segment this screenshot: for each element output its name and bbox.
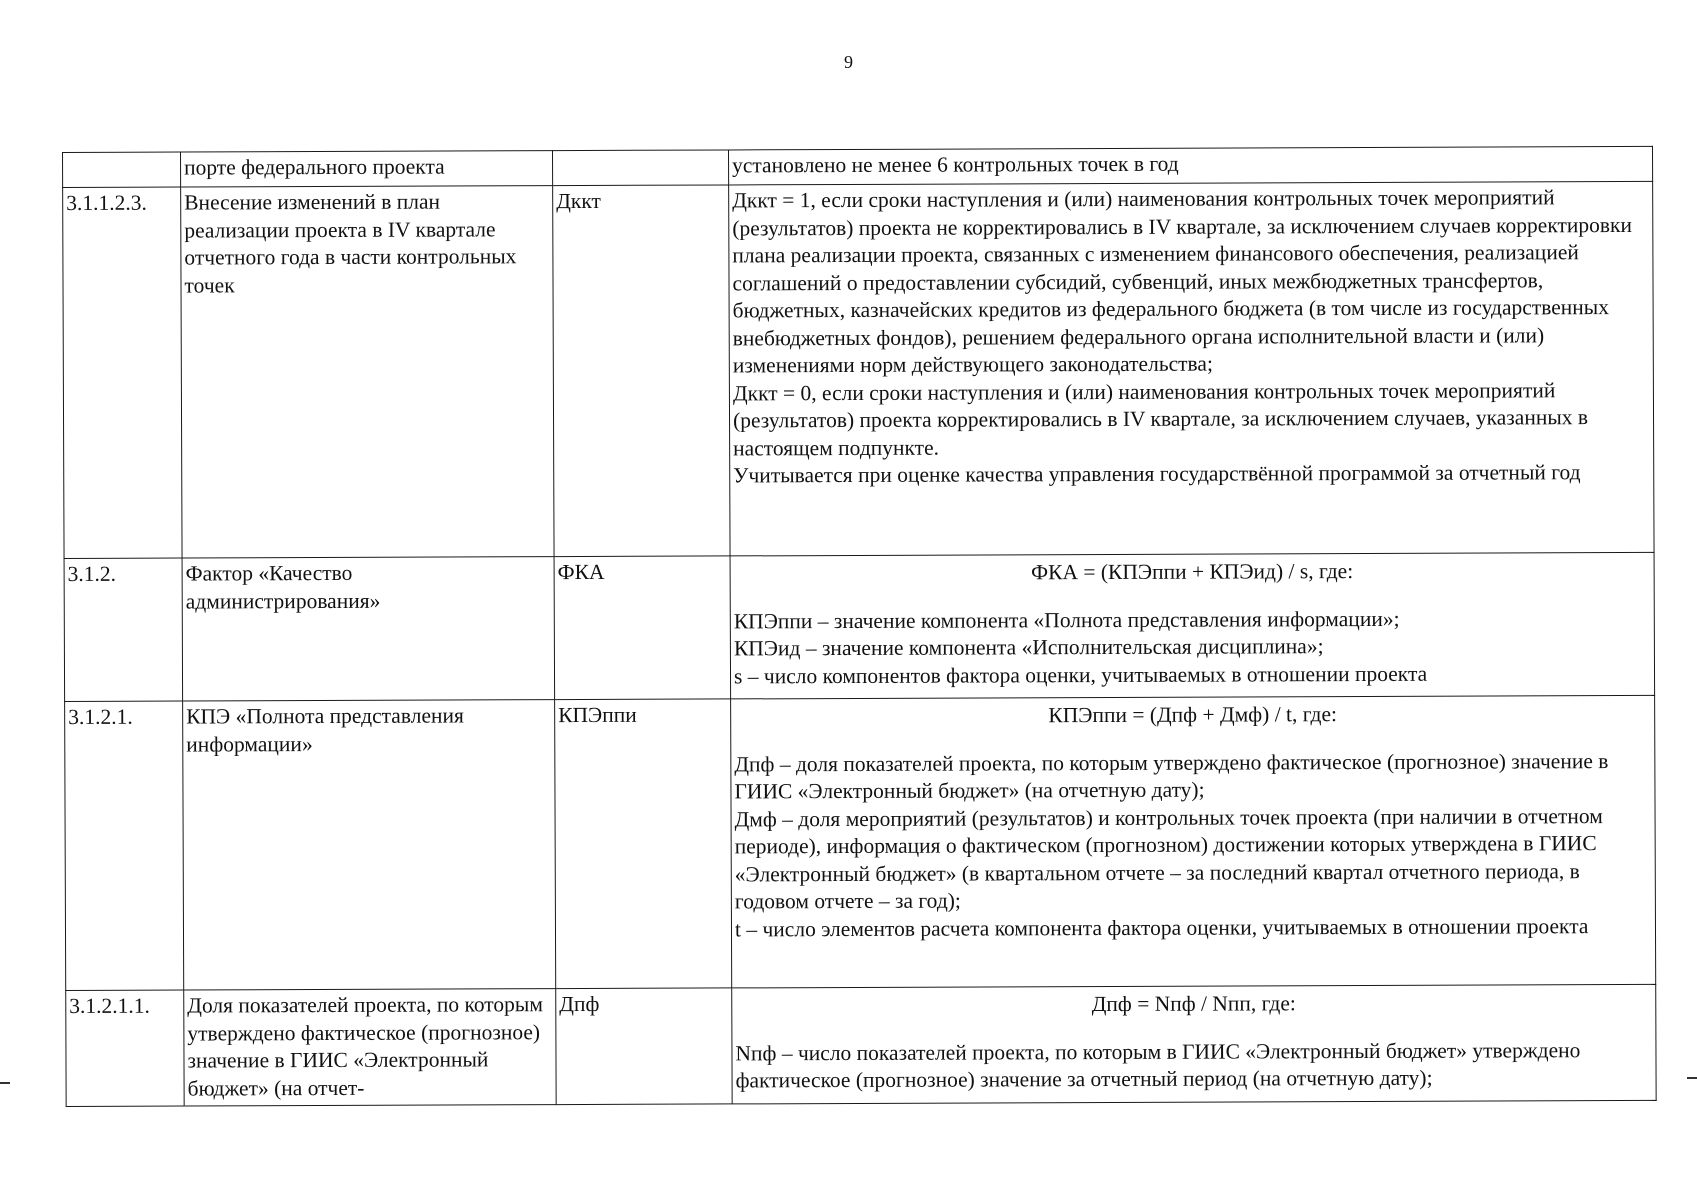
description-line: Учитывается при оценке качества управления государствённой программой за отчетный год — [733, 460, 1581, 488]
row-symbol-cell: ФКА — [554, 556, 731, 700]
row-description-cell — [729, 181, 1654, 556]
formula: ФКА = (КПЭппи + КПЭид) / s, где: — [1031, 559, 1354, 585]
description-line: Дпф – доля показателей проекта, по которым утверждено фактическое (прогнозное) значение в ГИИС «Электронный бюджет» (на отчетную дату); — [734, 748, 1609, 804]
description-line: Дмф – доля мероприятий (результатов) и контрольных точек проекта (при наличии в отчетном периоде), информация о фактическом (прогнозном) достижении которых утверждена в ГИИС «Электронный бюджет» (в квартальном отчете – за последний квартал отчетного периода, в годовом отчете – за год); — [734, 803, 1603, 914]
row-code-cell: 3.1.2. — [64, 558, 183, 701]
description-line: Дккт = 0, если сроки наступления и (или) наименования контрольных точек мероприятий (результатов) проекта корректировались в IV квартале, за исключением случаев, указанных в настоящем подпункте. — [732, 377, 1589, 460]
description-line: Дккт = 1, если сроки наступления и (или) наименования контрольных точек мероприятий (результатов) проекта не корректировались в IV квартале, за исключением случаев корректировки плана реализации проекта, связанных с изменением финансового обеспечения, реализацией соглашений о предоставлении субсидий, субвенций, иных межбюджетных трансфертов, бюджетных, казначейских кредитов из федерального бюджета (в том числе из государственных внебюджетных фондов), решением федерального органа исполнительной власти и (или) изменениями норм действующего законодательства; — [732, 185, 1633, 378]
formula: Дпф = Nпф / Nпп, где: — [1091, 991, 1296, 1017]
document-table-wrapper — [62, 146, 1656, 1107]
description-line: t – число элементов расчета компонента фактора оценки, учитываемых в отношении проекта — [734, 913, 1589, 941]
row-description-cell: установлено не менее 6 контрольных точек в год — [728, 146, 1652, 185]
row-name-cell: КПЭ «Полнота представления информации» — [183, 700, 556, 990]
description-line: Nпф – число показателей проекта, по которым в ГИИС «Электронный бюджет» утверждено фактическое (прогнозное) значение за отчетный период (на отчетную дату); — [735, 1037, 1581, 1093]
table-row — [63, 181, 1654, 558]
table-row — [65, 695, 1656, 990]
formula: КПЭппи = (Дпф + Дмф) / t, где: — [1048, 702, 1338, 728]
row-description-cell — [730, 552, 1655, 699]
description-line: КПЭид – значение компонента «Исполнительская дисциплина»; — [733, 634, 1324, 661]
page-number: 9 — [844, 52, 853, 72]
table-row — [64, 552, 1655, 701]
row-name-cell: Фактор «Качество администрирования» — [182, 557, 555, 701]
row-name-cell: Внесение изменений в план реализации проекта в IV квартале отчетного года в части контрольных точек — [181, 186, 554, 558]
right-edge-mark — [1687, 1077, 1697, 1079]
row-symbol-cell: Дпф — [556, 988, 732, 1105]
row-description-cell — [732, 984, 1656, 1104]
row-symbol-cell: Дккт — [553, 185, 730, 557]
description-line: s – число компонентов фактора оценки, учитываемых в отношении проекта — [733, 661, 1428, 688]
row-code-cell — [63, 152, 181, 187]
indicator-table — [62, 146, 1657, 1107]
row-name-cell: Доля показателей проекта, по которым утверждено фактическое (прогнозное) значение в ГИИС «Электронный бюджет» (на отчет- — [184, 989, 556, 1106]
row-code-cell: 3.1.2.1.1. — [66, 990, 184, 1106]
description-line: КПЭппи – значение компонента «Полнота представления информации»; — [733, 606, 1400, 633]
table-row — [66, 984, 1656, 1106]
row-symbol-cell — [552, 150, 728, 186]
row-code-cell: 3.1.2.1. — [65, 701, 184, 990]
row-symbol-cell: КПЭппи — [555, 699, 732, 989]
row-description-cell — [731, 695, 1656, 988]
left-edge-mark — [0, 1082, 10, 1084]
row-name-cell: порте федерального проекта — [181, 151, 553, 187]
row-code-cell: 3.1.1.2.3. — [63, 187, 182, 558]
